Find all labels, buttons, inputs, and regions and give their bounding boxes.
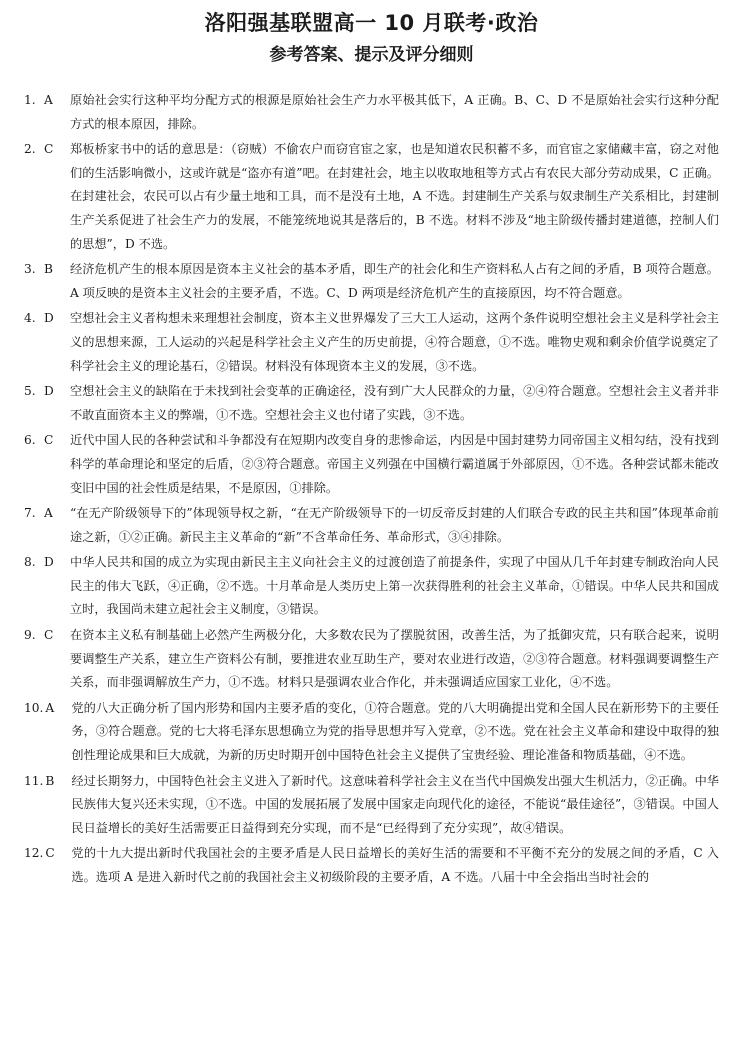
answer-item-7 [24, 502, 719, 549]
explanation-text: 近代中国人民的各种尝试和斗争都没有在短期内改变自身的悲惨命运，内因是中国封建势力同帝国主义相勾结，没有找到科学的革命理论和坚定的后盾，②③符合题意。帝国主义列强在中国横行霸道属于外部原因，①不选。各种尝试都未能改变旧中国的社会性质是结果，不是原因，①排除。 [70, 433, 719, 495]
answer-letter: D [44, 311, 54, 326]
explanation-text: 空想社会主义的缺陷在于未找到社会变革的正确途径，没有到广大人民群众的力量，②④符合题意。空想社会主义者并非不敢直面资本主义的弊端，①不选。空想社会主义也付诸了实践，③不选。 [70, 384, 719, 422]
answer-item-5 [24, 380, 719, 427]
question-number: 11. [24, 773, 44, 788]
question-number: 3. [24, 262, 36, 277]
question-number: 7. [24, 506, 36, 521]
answer-item-10 [24, 697, 719, 768]
answer-item-6 [24, 429, 719, 500]
question-number: 9. [24, 628, 36, 643]
answer-letter: C [44, 433, 54, 448]
answer-letter: C [44, 142, 54, 157]
question-number: 10. [24, 700, 44, 715]
answer-letter: C [44, 628, 54, 643]
question-number: 6. [24, 433, 36, 448]
answer-item-2 [24, 138, 719, 256]
answer-item-9 [24, 624, 719, 695]
explanation-text: 在资本主义私有制基础上必然产生两极分化，大多数农民为了摆脱贫困，改善生活，为了抵御灾荒，只有联合起来，说明要调整生产关系，建立生产资料公有制，要推进农业互助生产，要对农业进行改造，②③符合题意。材料强调要调整生产关系，而非强调解放生产力，①不选。材料只是强调农业合作化，并未强调适应国家工业化，④不选。 [70, 628, 719, 690]
question-number: 2. [24, 142, 36, 157]
answer-item-11 [24, 770, 719, 841]
answer-letter: B [44, 262, 53, 277]
answer-letter: B [45, 773, 55, 788]
question-number: 5. [24, 384, 36, 399]
explanation-text: 空想社会主义者构想未来理想社会制度，资本主义世界爆发了三大工人运动，这两个条件说明空想社会主义是科学社会主义的思想来源，工人运动的兴起是科学社会主义产生的历史前提，④符合题意，①不选。唯物史观和剩余价值学说奠定了科学社会主义的理论基石，②错误。材料没有体现资本主义的发展，③不选。 [70, 311, 719, 373]
answer-letter: D [44, 555, 54, 570]
document-subtitle: 参考答案、提示及评分细则 [269, 45, 474, 65]
question-number: 1. [24, 93, 36, 107]
question-number: 8. [24, 555, 36, 570]
answer-letter: A [44, 506, 53, 521]
explanation-text: 郑板桥家书中的话的意思是：（窃贼）不偷农户而窃官宦之家，也是知道农民积蓄不多，而官宦之家储藏丰富，窃之对他们的生活影响微小，这或许就是“盗亦有道”吧。在封建社会，地主以收取地租等方式占有农民大部分劳动成果，C 正确。在封建社会，农民可以占有少量土地和工具，而不是没有土地，A 不选。封建制生产关系与奴隶制生产关系相比，封建制生产关系促进了社会生产力的发展，不能笼统地说其是落后的，B 不选。材料不涉及“地主阶级传播封建道德，控制人们的思想”，D 不选。 [70, 142, 719, 251]
answer-item-3 [24, 258, 719, 305]
answer-item-8 [24, 551, 719, 622]
answer-list [24, 89, 719, 890]
explanation-text: 党的八大正确分析了国内形势和国内主要矛盾的变化，①符合题意。党的八大明确提出党和全国人民在新形势下的主要任务，③符合题意。党的七大将毛泽东思想确立为党的指导思想并写入党章，②不选。党在社会主义革命和建设中取得的独创性理论成果和巨大成就，为新的历史时期开创中国特色社会主义提供了宝贵经验、理论准备和物质基础，④不选。 [71, 700, 719, 763]
document-title: 洛阳强基联盟高一 10 月联考·政治 [204, 11, 539, 35]
explanation-text: 中华人民共和国的成立为实现由新民主主义向社会主义的过渡创造了前提条件，实现了中国从几千年封建专制政治向人民民主的伟大飞跃，④正确，②不选。十月革命是人类历史上第一次获得胜利的社会主义革命，①错误。中华人民共和国成立时，我国尚未建立起社会主义制度，③错误。 [70, 555, 719, 617]
explanation-text: 党的十九大提出新时代我国社会的主要矛盾是人民日益增长的美好生活的需要和不平衡不充分的发展之间的矛盾，C 入选。选项 A 是进入新时代之前的我国社会主义初级阶段的主要矛盾，A 不选。八届十中全会指出当时社会的 [71, 846, 719, 884]
answer-letter: A [45, 700, 55, 715]
answer-letter: A [44, 93, 53, 107]
explanation-text: “在无产阶级领导下的”体现领导权之新，“在无产阶级领导下的一切反帝反封建的人们联合专政的民主共和国”体现革命前途之新，①②正确。新民主主义革命的“新”不含革命任务、革命形式，③④排除。 [70, 506, 719, 544]
question-number: 12. [24, 846, 44, 861]
explanation-text: 原始社会实行这种平均分配方式的根源是原始社会生产力水平极其低下，A 正确。B、C、D 不是原始社会实行这种分配方式的根本原因，排除。 [70, 93, 719, 131]
answer-item-12 [24, 842, 719, 889]
explanation-text: 经济危机产生的根本原因是资本主义社会的基本矛盾，即生产的社会化和生产资料私人占有之间的矛盾，B 项符合题意。A 项反映的是资本主义社会的主要矛盾，不选。C、D 两项是经济危机产生的直接原因，均不符合题意。 [70, 262, 719, 300]
answer-letter: C [45, 846, 55, 861]
explanation-text: 经过长期努力，中国特色社会主义进入了新时代。这意味着科学社会主义在当代中国焕发出强大生机活力，②正确。中华民族伟大复兴还未实现，①不选。中国的发展拓展了发展中国家走向现代化的途径，不能说“最佳途径”，③错误。中国人民日益增长的美好生活需要正日益得到充分实现，而不是“已经得到了充分实现”，故④错误。 [71, 773, 719, 835]
question-number: 4. [24, 311, 36, 326]
answer-letter: D [44, 384, 54, 399]
answer-item-4 [24, 307, 719, 378]
answer-item-1 [24, 89, 719, 136]
